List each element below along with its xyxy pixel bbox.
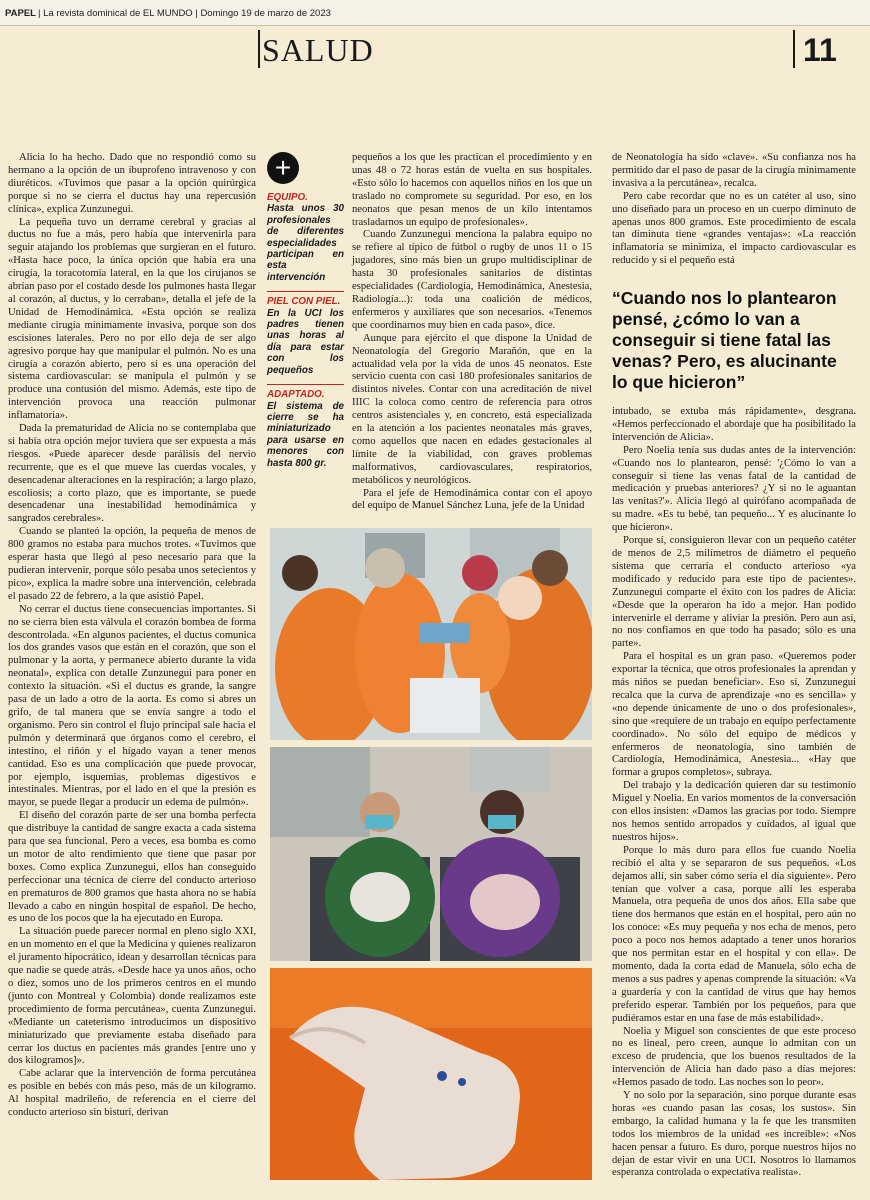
paragraph: La situación puede parecer normal en pleno siglo XXI, en un momento en el que la Medicina y quienes realizaron el juramento hipocrático, idean y desarrollan técnicas para que nadie se quede atrás. «Desde hace ya unos años, ocho o diez, somos uno de los primeros centros en el mundo (junto con Montreal y Colombia) donde realizamos este procedimiento de forma percutánea», cuenta Zunzunegui. «Mediante un cateterismo introducimos un dispositivo miniaturizado que previamente estaba diseñado para cerrar los ductus en pacientes más grandes [entre uno y dos kilogramos]». <box>8 926 256 1067</box>
publication-brand: PAPEL <box>5 8 36 19</box>
publication-date: | La revista dominical de EL MUNDO | Domingo 19 de marzo de 2023 <box>38 8 331 19</box>
paragraph: Cabe aclarar que la intervención de forma percutánea es posible en bebés con más peso, más de un kilogramo. Al hospital madrileño, de referencia en el cierre del conducto arterioso sin bisturí, derivan <box>8 1068 256 1119</box>
paragraph: Porque lo más duro para ellos fue cuando Noelia recibió el alta y se separaron de sus pequeños. «Los dejamos allí, sin saber cómo sería el día siguiente». Pero tenían que volver a casa, porque allí les esperaba Manuela, otra pequeña de unos dos años. Ella sabe que tiene dos hermanos que están en el hospital, pero aún no los conoce: «Es muy pequeña y nos echa de menos, pero poco a poco nos hemos adaptado a tener unos horarios que nos permitan estar en el hospital y con ella». De momento, dada la corta edad de Manuela, sólo echa de menos a sus padres y apenas comprende la situación: «Va a guardería y con la cantidad de virus que hay hemos preferido esperar. También por los pequeños, para que pudiéramos estar en una fase de más estabilidad». <box>612 844 856 1024</box>
paragraph: Pero cabe recordar que no es un catéter al uso, sino uno diseñado para un proceso en un cuerpo diminuto de apenas unos 800 gramos. Este procedimiento de escala tan diminuta tiene «grandes ventajas»: «La reacción inflamatoria se minimiza, el impacto cardiovascular es reducido y si el pequeño está <box>612 190 856 267</box>
caption-divider <box>267 384 344 385</box>
caption-text: En la UCI los padres tienen unas horas al día para estar con los pequeños <box>267 307 344 376</box>
caption-keyword: PIEL CON PIEL. <box>267 296 341 308</box>
paragraph: Y no solo por la separación, sino porque durante esas horas «es cuando pasan las cosas, los sustos». Sin embargo, la calidad humana y la fe que les transmiten todos los miembros de la unidad «es increíble»: «Nos hacen pensar a futuro. Es duro, porque nuestros hijos no dejan de estar vivir en una UCI. Nosotros lo llamamos esperanza controlada o expectativa realista». <box>612 1090 856 1179</box>
plus-icon: + <box>267 152 299 184</box>
paragraph: No cerrar el ductus tiene consecuencias importantes. Si no se cierra bien esta válvula el corazón bombea de forma descontrolada. «En algunos pacientes, el ductus comunica los dos grandes vasos que están en el corazón, que son el pulmonar y la aorta, y permanece abierto durante la vida neonatal», explica con detalle Zunzunegui para poner en contexto la situación. «Si el ductus es grande, la sangre pasa de un lado a otro de la aorta. Es como si abres un grifo, de tal manera que se envía sangre a todo el organismo. Pero sin control el flujo principal sale hacia el pulmón y determinará que órganos como el cerebro, el intestino, el riñón y el hígado vayan a tener menos cantidad. Eso es una complicación que puede provocar, por ejemplo, isquemias, problemas digestivos e intestinales. Mientras, por el lado en el que la presión es mayor, se puede llegar a producir un edema de pulmón». <box>8 603 256 809</box>
top-rule <box>0 25 870 26</box>
article-column-4-bottom <box>612 406 856 1180</box>
parents-illustration <box>270 747 592 961</box>
paragraph: pequeños a los que les practican el procedimiento y en unas 48 o 72 horas están de vuelta en sus hospitales. «Esto sólo lo hacemos con aquellos niños en los que un traslado no compromete su seguridad. Por eso, en los neonatos que pesan menos de un kilo intentamos trasladarnos un equipo de profesionales». <box>352 152 592 228</box>
caption-piel-con-piel <box>267 291 344 376</box>
paragraph: de Neonatología ha sido «clave». «Su confianza nos ha permitido dar el paso de pasar de la cirugía mínimamente invasiva a la percutánea», recalca. <box>612 152 856 189</box>
paragraph: Para el hospital es un gran paso. «Queremos poder exportar la técnica, que otros profesionales la aprendan y más niños se puedan beneficiar». Eso sí, Zunzunegui recalca que la curva de aprendizaje «no es sencilla» y «no depende únicamente de uno o dos profesionales», sino que «requiere de un trabajo en equipo perfectamente coordinado». No sólo del equipo de médicos y enfermeros de neonatología, sino también de Cardiología, Hemodinámica, Anestesia... «Hay que formar a grupos completos», subraya. <box>612 651 856 779</box>
article-column-3 <box>352 152 592 513</box>
paragraph: Noelia y Miguel son conscientes de que este proceso no es lineal, pero creen, aunque lo admitan con un exceso de prudencia, que los buenos resultados de la intervención de Alicia han dado paso a días mejores: «Hemos pasado de todo. Las noches son lo peor». <box>612 1025 856 1089</box>
paragraph: Del trabajo y la dedicación quieren dar su testimonio Miguel y Noelia. En varios momentos de la conversación con ellos insisten: «Damos las gracias por todo. Siempre nos hemos sentido arropados y cuidados, al igual que nuestros hijos». <box>612 780 856 843</box>
caption-text: Hasta unos 30 profesionales de diferentes especialidades participan en esta intervención <box>267 203 344 283</box>
section-title: SALUD <box>262 32 374 68</box>
photo-parents-skin-to-skin <box>270 747 592 961</box>
paragraph: Dada la prematuridad de Alicia no se contemplaba que si había otra opción mejor tuviera que ser expuesta a más riesgos. «Puede aparecer desde parálisis del nervio recurrente, que es el que mueve las cuerdas vocales, y desencadenar alteraciones en la respiración; a largo plazo, escoliosis; a corto plazo, que es importante, se puede desencadenar una inestabilidad hemodinámica y sangrados cerebrales». <box>8 423 256 525</box>
hand-with-device-illustration <box>270 968 592 1180</box>
section-divider <box>258 30 260 68</box>
paragraph: Porque sí, consiguieron llevar con un pequeño catéter de menos de 2,5 milímetros de diámetro el pequeño sistema que cerraría el conducto arterioso «ya modificado y reducido para este tipo de pacientes». Zunzunegui comparte el éxito con los padres de Alicia: «Desde que la operaron ha ido a mejor. Han podido intervenirle el derrame y aliviar la presión. Pero aun así, no nos confiamos en que todo ha pasado; sólo es una parte». <box>612 535 856 650</box>
caption-keyword: EQUIPO. <box>267 192 308 203</box>
paragraph: Pero Noelia tenía sus dudas antes de la intervención: «Cuando nos lo plantearon, pensé: '¿Cómo lo van a conseguir si tiene las venas fatal de la cantidad de medicación y pruebas anteriores? ¿Y si no le aguantan las venitas?'». Alicia llegó al quirófano acompañada de su madre. «Es tu bebé, tan pequeño... Y es alucinante lo que hicieron». <box>612 444 856 534</box>
paragraph: El diseño del corazón parte de ser una bomba perfecta que distribuye la cantidad de sangre exacta a cada sistema para que sea funcional. Pero a veces, esa bomba es como un motor de alto rendimiento que tiene que pasar por boxes. Como explica Zunzunegui, ellos han conseguido perfeccionar una técnica de cierre del conducto arterioso en prematuros de 800 gramos que hasta ahora no se había llevado a cabo en ningún hospital de español. De hecho, es uno de los pocos que la ha ejecutado en Europa. <box>8 810 256 925</box>
paragraph: intubado, se extuba más rápidamente», desgrana. «Hemos perfeccionado el abordaje que ha posibilitado la intervención de Alicia». <box>612 406 856 443</box>
caption-equipo <box>267 192 344 283</box>
page-number: 11 <box>803 32 837 68</box>
paragraph: La pequeña tuvo un derrame cerebral y gracias al ductus no fue a más, pero había que intervenirla para seguir atajando los problemas que surgieran en el futuro. «Hasta hace poco, la única opción que había era una cirugía, la toracotomía lateral, en la que los cirujanos se abrían paso por el costado desde los pulmones hasta llegar al corazón, al ductus, y lo cerraban», detalla el jefe de la Unidad de Hemodinámica. «Esta opción se realiza mediante cirugía mínimamente invasiva, porque son dos escisiones laterales. Pero no por ello deja de ser algo agresivo porque hay que manipular el pulmón. No es una cirugía a corazón abierto, pero sí es una operación del sistema cardiovascular: se manipula el pulmón y se produce una contusión del mismo. Además, este tipo de intervención provoca una reacción pulmonar inflamatoria». <box>8 216 256 422</box>
photo-captions-sidebar <box>267 152 344 477</box>
photo-closure-device-hand <box>270 968 592 1180</box>
page-number-divider <box>793 30 795 68</box>
top-bar <box>0 0 870 26</box>
article-column-4-top <box>612 152 856 268</box>
pull-quote: “Cuando nos lo plantearon pensé, ¿cómo lo van a conseguir si tiene fatal las venas? Pero, es alucinante lo que hicieron” <box>612 288 837 392</box>
surgical-team-illustration <box>270 528 592 740</box>
caption-adaptado <box>267 384 344 469</box>
caption-divider <box>267 291 344 292</box>
paragraph: Aunque para ejército el que dispone la Unidad de Neonatología del Gregorio Marañón, que en la actualidad vela por la vida de unos 45 neonatos. Este servicio cuenta con casi 180 profesionales sanitarios de distintos niveles. Contar con una acreditación de nivel IIIC la coloca como centro de referencia para otros centros asistenciales y, en concreto, está especializada en la atención a los pacientes neonatales más graves, como aquellos que nacen en edades gestacionales al límite de la viabilidad, con graves problemas malformativos, cardiovasculares, respiratorios, metabólicos y neurológicos. <box>352 332 592 486</box>
caption-text: El sistema de cierre se ha miniaturizado para usarse en menores con hasta 800 gr. <box>267 400 344 469</box>
photo-surgical-team <box>270 528 592 740</box>
paragraph: Alicia lo ha hecho. Dado que no respondió como su hermano a la opción de un ibuprofeno intravenoso y con diuréticos. «Tuvimos que pasar a la opción quirúrgica porque si no se cierra el ductus hay una repercusión clínica», explica Zunzunegui. <box>8 152 256 215</box>
article-column-1 <box>8 152 256 1120</box>
paragraph: Cuando se planteó la opción, la pequeña de menos de 800 gramos no estaba para muchos trotes. «Tuvimos que esperar hasta que llegó al peso necesario para que la pudieran intervenir, porque sólo pesaba unos setecientos y pico», explica la madre sobre una intervención, celebrada el pasado 22 de febrero, a la que asistió Papel. <box>8 526 256 602</box>
paragraph: Cuando Zunzunegui menciona la palabra equipo no se refiere al típico de fútbol o rugby de unos 11 o 15 jugadores, sino más bien un grupo multidisciplinar de hasta 30 profesionales sanitarios de distintas especialidades (Cardiología, Hemodinámica, Anestesia, Radiología...): toda una coalición de médicos, enfermeros y auxiliares que son necesarios. «Tenemos que coordinarnos muy bien en cada paso», dice. <box>352 229 592 331</box>
paragraph: Para el jefe de Hemodinámica contar con el apoyo del equipo de Manuel Sánchez Luna, jefe de la Unidad <box>352 487 592 512</box>
caption-keyword: ADAPTADO. <box>267 389 325 401</box>
